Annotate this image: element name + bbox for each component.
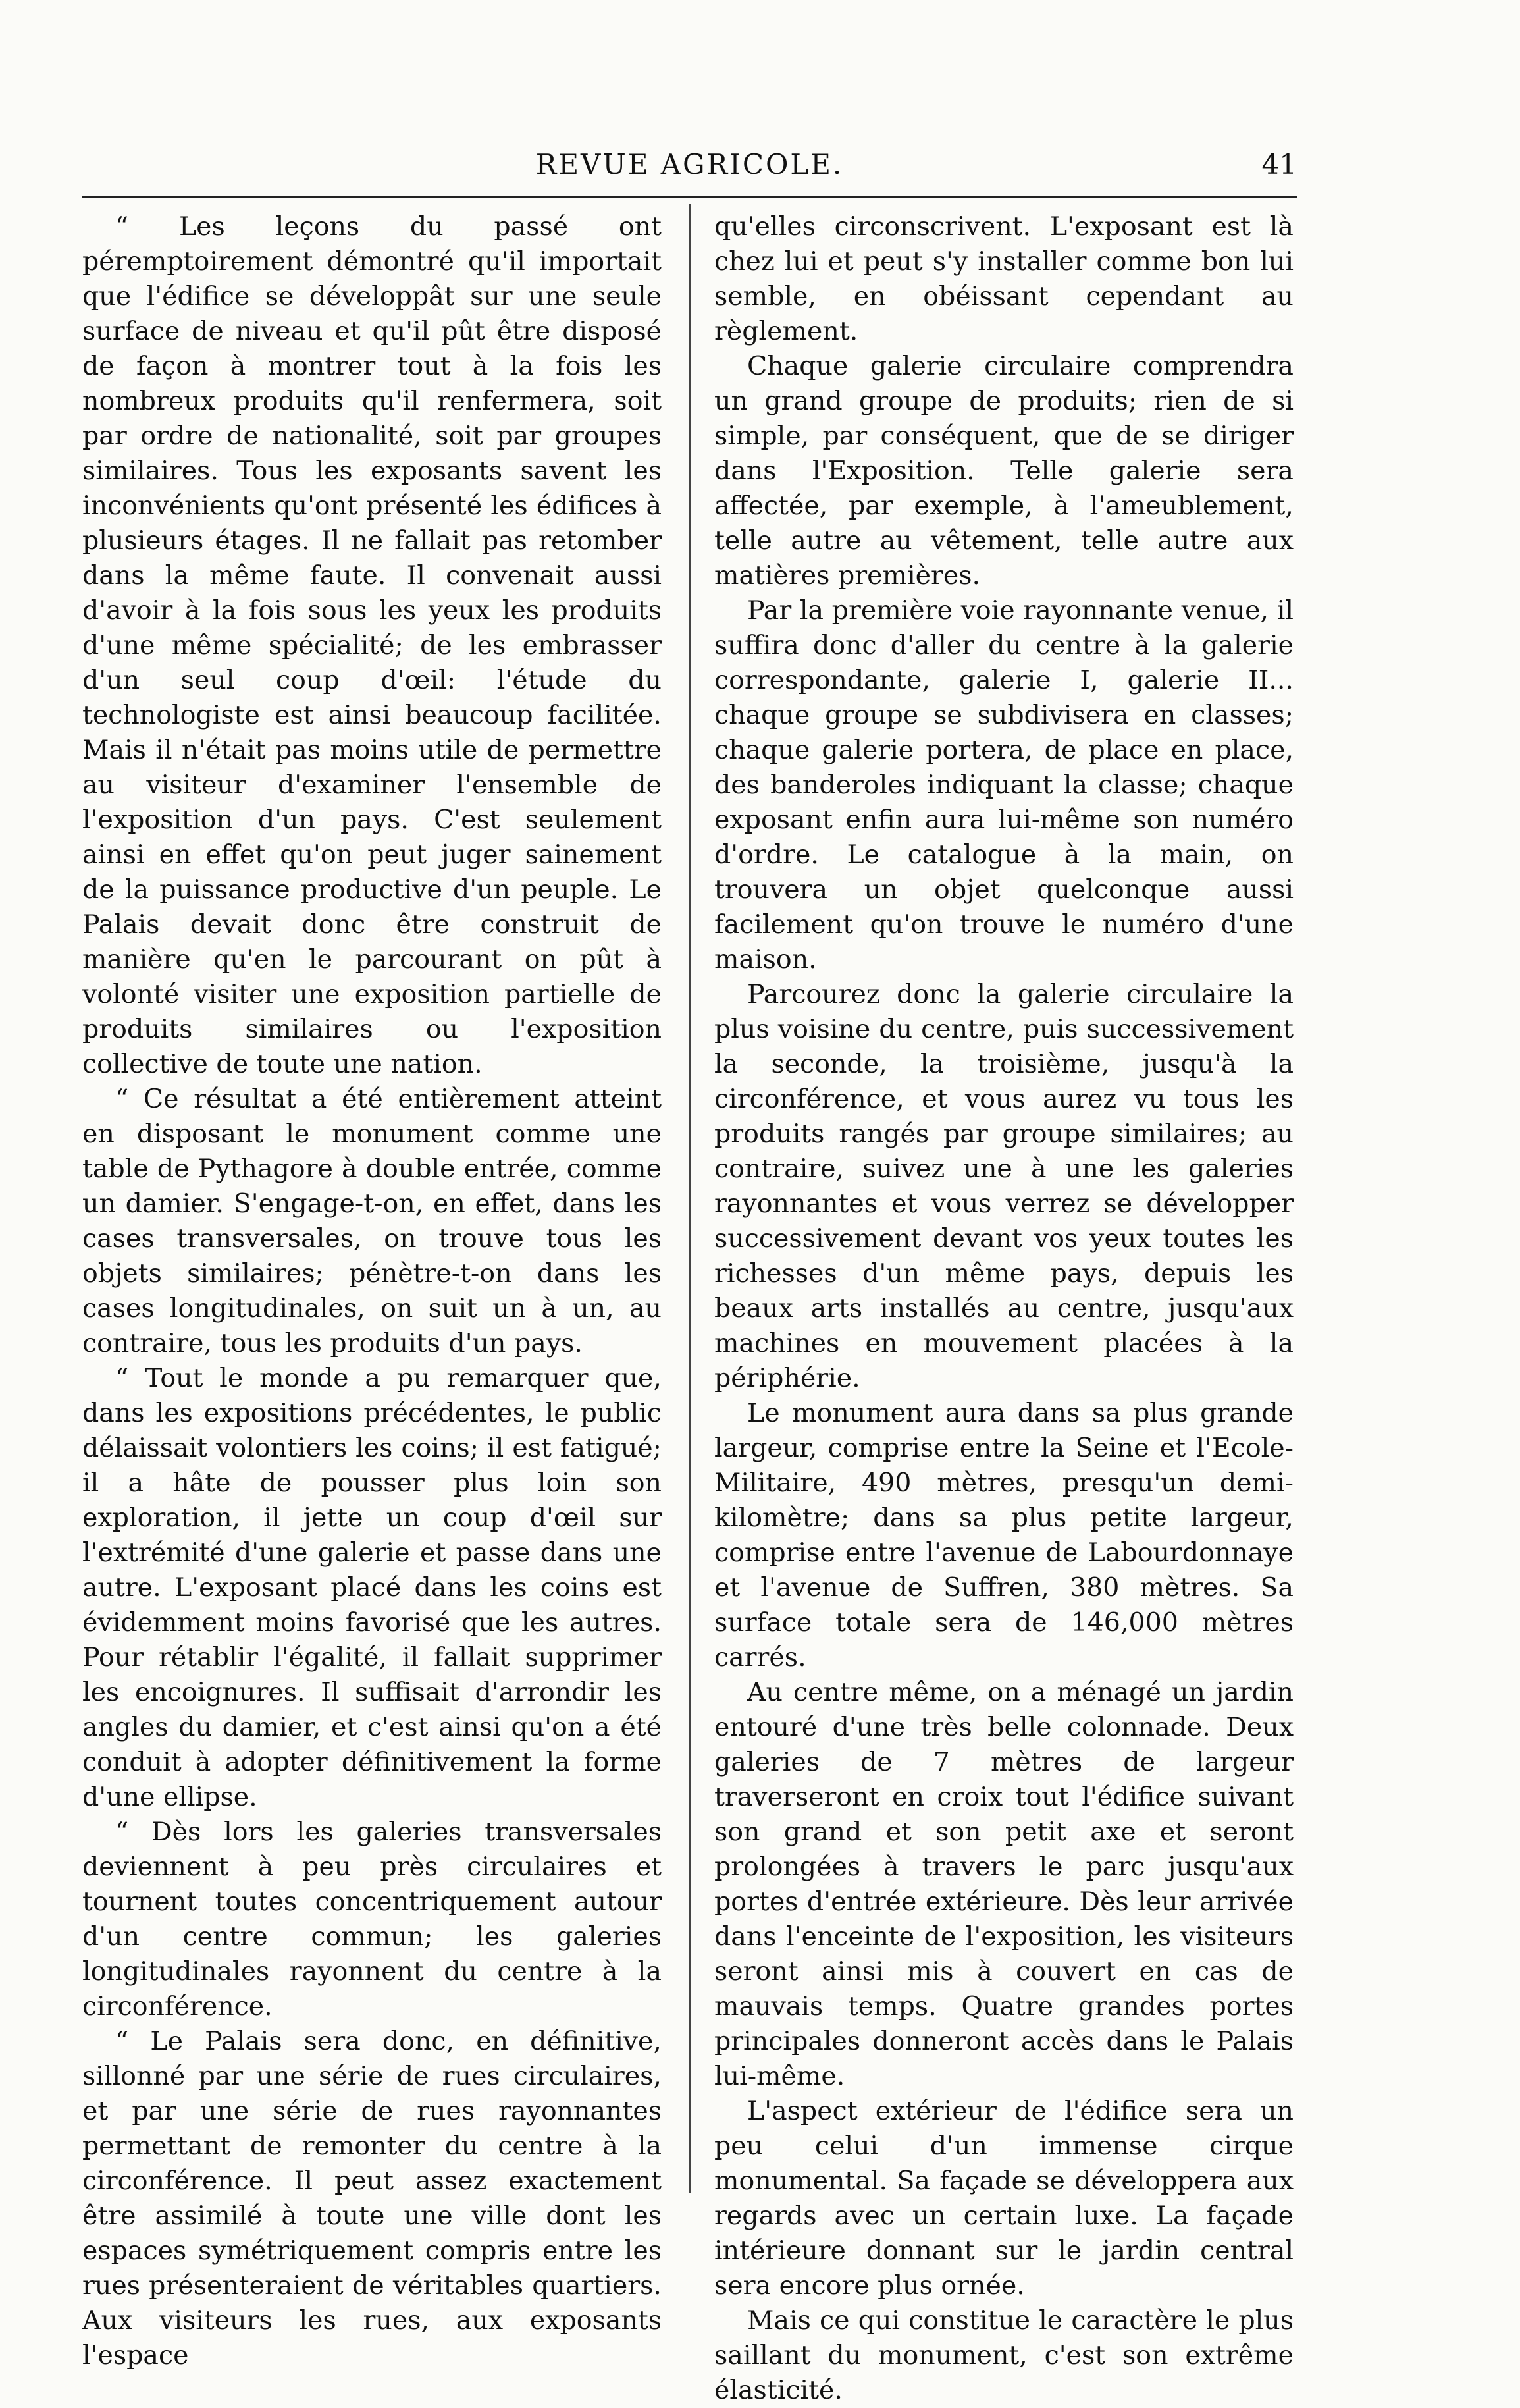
paragraph: Mais ce qui constitue le caractère le plus saillant du monument, c'est son extrême élasticité. [714,2305,1294,2405]
journal-title: REVUE AGRICOLE. [535,148,844,180]
paragraph: “ Le Palais sera donc, en définitive, sillonné par une série de rues circulaires, et par une série de rues rayonnantes permettant de remonter du centre à la circonférence. Il peut assez exactement être assimilé à toute une ville dont les espaces symétriquement compris entre les rues présenteraient de véritables quartiers. Aux visiteurs les rues, aux exposants l'espace [82,2026,662,2370]
paragraph: “ Tout le monde a pu remarquer que, dans les expositions précédentes, le public délaissait volontiers les coins; il est fatigué; il a hâte de pousser plus loin son exploration, il jette un coup d'œil sur l'extrémité d'une galerie et passe dans une autre. L'exposant placé dans les coins est évidemment moins favorisé que les autres. Pour rétablir l'égalité, il fallait supprimer les encoignures. Il suffisait d'arrondir les angles du damier, et c'est ainsi qu'on a été conduit à adopter définitivement la forme d'une ellipse. [82,1363,662,1812]
right-column [714,209,1294,2408]
page-number: 41 [1261,148,1297,180]
paragraph: “ Dès lors les galeries transversales deviennent à peu près circulaires et tournent toutes concentriquement autour d'un centre commun; les galeries longitudinales rayonnent du centre à la circonférence. [82,1817,662,2021]
continued-paragraph: qu'elles circonscrivent. L'exposant est là chez lui et peut s'y installer comme bon lui semble, en obéissant cependant au règlement. [714,211,1294,346]
header-rule [82,196,1297,198]
left-column [82,209,662,2373]
paragraph: Le monument aura dans sa plus grande largeur, comprise entre la Seine et l'Ecole-Militaire, 490 mètres, presqu'un demi-kilomètre; dans sa plus petite largeur, comprise entre l'avenue de Labourdonnaye et l'avenue de Suffren, 380 mètres. Sa surface totale sera de 146,000 mètres carrés. [714,1398,1294,1672]
paragraph: L'aspect extérieur de l'édifice sera un peu celui d'un immense cirque monumental. Sa façade se développera aux regards avec un certain luxe. La façade intérieure donnant sur le jardin central sera encore plus ornée. [714,2096,1294,2301]
paragraph: “ Ce résultat a été entièrement atteint en disposant le monument comme une table de Pythagore à double entrée, comme un damier. S'engage-t-on, en effet, dans les cases transversales, on trouve tous les objets similaires; pénètre-t-on dans les cases longitudinales, on suit un à un, au contraire, tous les produits d'un pays. [82,1084,662,1358]
paragraph: “ Les leçons du passé ont péremptoirement démontré qu'il importait que l'édifice se développât sur une seule surface de niveau et qu'il pût être disposé de façon à montrer tout à la fois les nombreux produits qu'il renfermera, soit par ordre de nationalité, soit par groupes similaires. Tous les exposants savent les inconvénients qu'ont présenté les édifices à plusieurs étages. Il ne fallait pas retomber dans la même faute. Il convenait aussi d'avoir à la fois sous les yeux les produits d'une même spécialité; de les embrasser d'un seul coup d'œil: l'étude du technologiste est ainsi beaucoup facilitée. Mais il n'était pas moins utile de permettre au visiteur d'examiner l'ensemble de l'exposition d'un pays. C'est seulement ainsi en effet qu'on peut juger sainement de la puissance productive d'un peuple. Le Palais devait donc être construit de manière qu'en le parcourant on pût à volonté visiter une exposition partielle de produits similaires ou l'exposition collective de toute une nation. [82,211,662,1079]
paragraph: Par la première voie rayonnante venue, il suffira donc d'aller du centre à la galerie correspondante, galerie I, galerie II... chaque groupe se subdivisera en classes; chaque galerie portera, de place en place, des banderoles indiquant la classe; chaque exposant enfin aura lui-même son numéro d'ordre. Le catalogue à la main, on trouvera un objet quelconque aussi facilement qu'on trouve le numéro d'une maison. [714,595,1294,975]
running-header [82,148,1297,194]
paragraph: Au centre même, on a ménagé un jardin entouré d'une très belle colonnade. Deux galeries de 7 mètres de largeur traverseront en croix tout l'édifice suivant son grand et son petit axe et seront prolongées à travers le parc jusqu'aux portes d'entrée extérieure. Dès leur arrivée dans l'enceinte de l'exposition, les visiteurs seront ainsi mis à couvert en cas de mauvais temps. Quatre grandes portes principales donneront accès dans le Palais lui-même. [714,1677,1294,2091]
paragraph: Chaque galerie circulaire comprendra un grand groupe de produits; rien de si simple, par conséquent, que de se diriger dans l'Exposition. Telle galerie sera affectée, par exemple, à l'ameublement, telle autre au vêtement, telle autre aux matières premières. [714,351,1294,591]
column-divider [689,204,691,2193]
paragraph: Parcourez donc la galerie circulaire la plus voisine du centre, puis successivement la seconde, la troisième, jusqu'à la circonférence, et vous aurez vu tous les produits rangés par groupe similaires; au contraire, suivez une à une les galeries rayonnantes et vous verrez se développer successivement devant vos yeux toutes les richesses d'un même pays, depuis les beaux arts installés au centre, jusqu'aux machines en mouvement placées à la périphérie. [714,979,1294,1393]
